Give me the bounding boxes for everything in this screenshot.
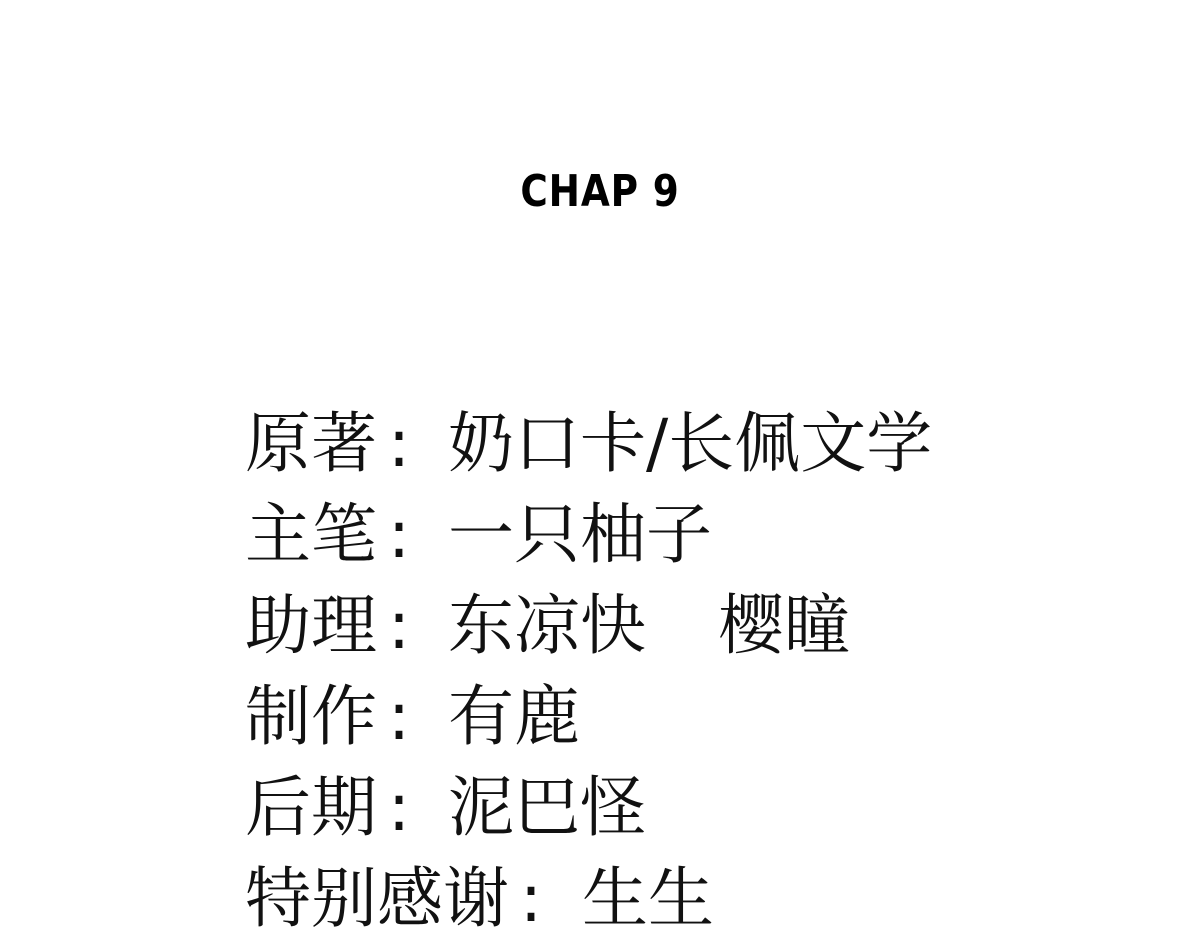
credit-row-special-thanks: [245, 853, 1145, 944]
credit-label: 主笔: [245, 496, 377, 573]
credit-value: 奶口卡/长佩文学: [448, 405, 933, 482]
credit-separator: :: [387, 405, 411, 482]
credit-value: 生生: [582, 860, 714, 937]
credit-label: 原著: [245, 405, 377, 482]
credit-value-assistant-1: 东凉快: [448, 587, 646, 664]
credit-separator: :: [387, 769, 411, 846]
credit-row-production: [245, 671, 1145, 762]
credit-value-assistant-2: 樱瞳: [718, 587, 850, 664]
credit-separator: :: [387, 587, 411, 664]
credit-value: 一只柚子: [448, 496, 712, 573]
credit-value: 有鹿: [448, 678, 580, 755]
credit-label: 特别感谢: [245, 860, 509, 937]
credits-list: [245, 398, 1145, 944]
credit-separator: :: [519, 860, 543, 937]
credit-value: 泥巴怪: [448, 769, 646, 846]
credit-row-original-work: [245, 398, 1145, 489]
chapter-title: CHAP 9: [520, 166, 680, 217]
credit-label: 助理: [245, 587, 377, 664]
credit-separator: :: [387, 496, 411, 573]
credit-label: 制作: [245, 678, 377, 755]
credit-label: 后期: [245, 769, 377, 846]
credit-row-assistants: [245, 580, 1145, 671]
credit-separator: :: [387, 678, 411, 755]
credit-row-post-production: [245, 762, 1145, 853]
credit-row-lead-artist: [245, 489, 1145, 580]
